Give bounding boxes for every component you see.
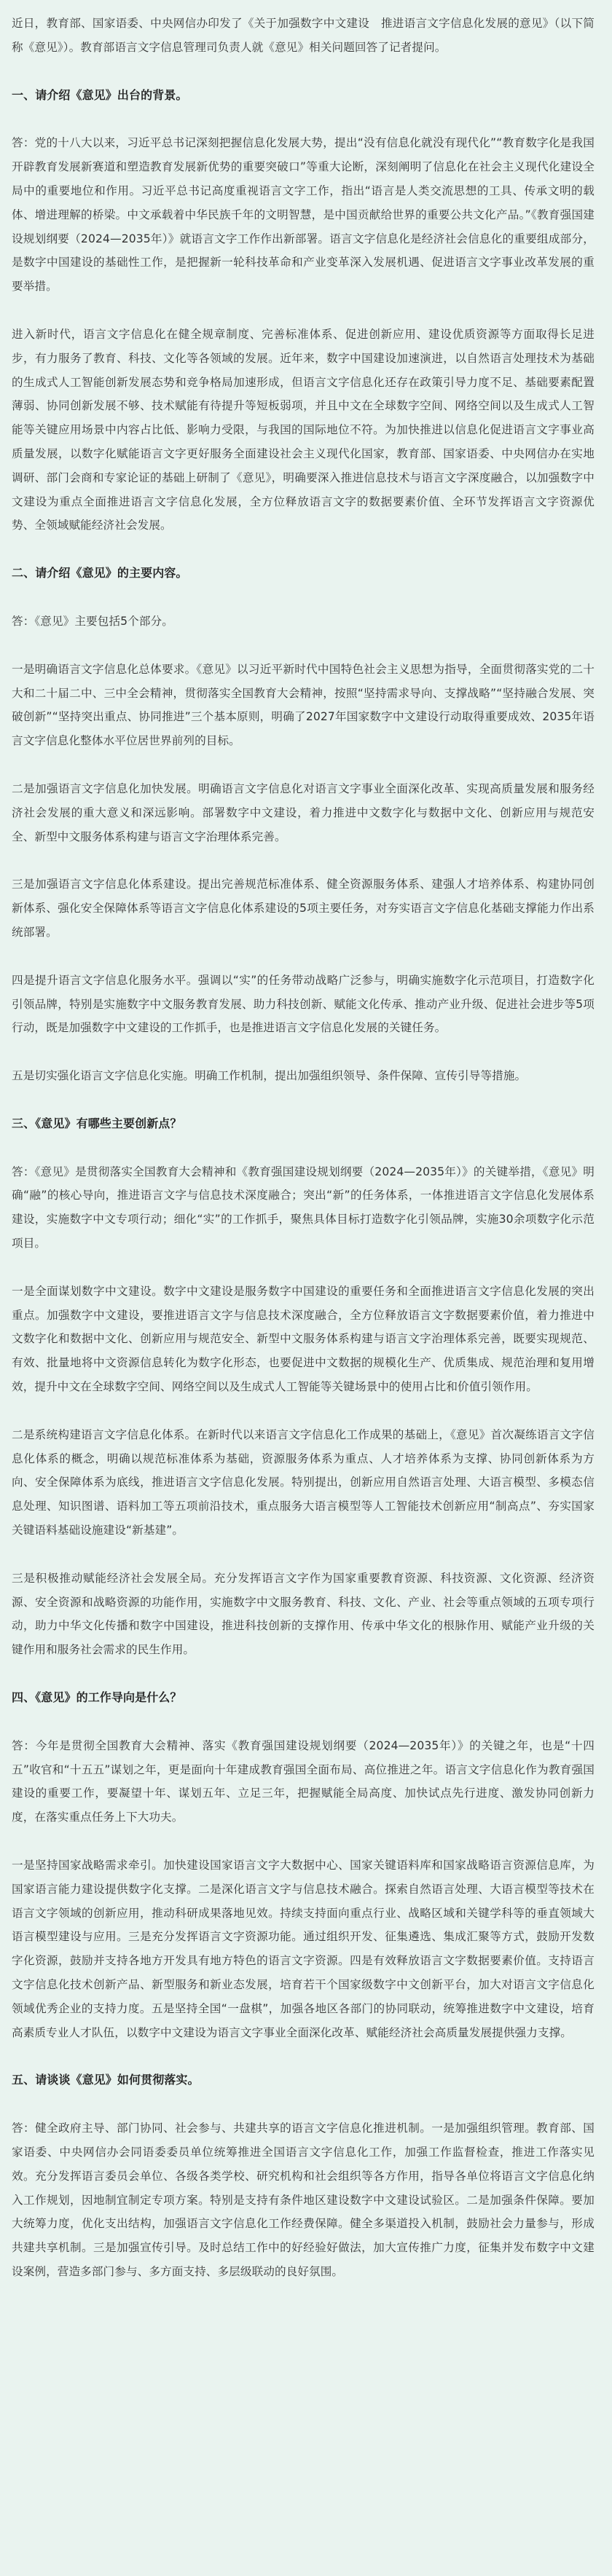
question-heading-3: 三、《意见》有哪些主要创新点？ — [12, 1116, 182, 1130]
answer-4-paragraph-1: 答：今年是贯彻全国教育大会精神、落实《教育强国建设规划纲要（2024—2035年）》的关键之年，也是“十四五”收官和“十五五”谋划之年，更是面向十年建成教育强国全面布局、高位推进之年。语言文字信息化作为教育强国建设的重要工作，要凝望十年、谋划五年、立足三年，把握赋能全局高度、加快试点先行进度、激发协同创新力度，在落实重点任务上下大功夫。 — [12, 1738, 595, 1824]
answer-2-paragraph-5: 四是提升语言文字信息化服务水平。强调以“实”的任务带动战略广泛参与，明确实施数字化示范项目，打造数字化引领品牌，特别是实施数字中文服务教育发展、助力科技创新、赋能文化传承、推动产业升级、促进社会进步等5项行动，既是加强数字中文建设的工作抓手，也是推进语言文字信息化发展的关键任务。 — [12, 973, 595, 1035]
question-heading-1: 一、请介绍《意见》出台的背景。 — [12, 87, 188, 102]
answer-3-paragraph-2: 一是全面谋划数字中文建设。数字中文建设是服务数字中国建设的重要任务和全面推进语言文字信息化发展的突出重点。加强数字中文建设，要推进语言文字与信息技术深度融合，全方位释放语言文字数据要素价值，着力推进中文数字化和数据中文化、创新应用与规范安全、新型中文服务体系构建与语言文字治理体系完善，既要实现规范、有效、批量地将中文资源信息转化为数字化形态，也要促进中文数据的规模化生产、优质集成、规范治理和复用增效，提升中文在全球数字空间、网络空间以及生成式人工智能等关键场景中的使用占比和价值引领作用。 — [12, 1284, 595, 1394]
answer-2-paragraph-4: 三是加强语言文字信息化体系建设。提出完善规范标准体系、健全资源服务体系、建强人才培养体系、构建协同创新体系、强化安全保障体系等语言文字信息化体系建设的5项主要任务，对夯实语言文字信息化基础支撑能力作出系统部署。 — [12, 878, 595, 939]
answer-5-paragraph-1: 答：健全政府主导、部门协同、社会参与、共建共享的语言文字信息化推进机制。一是加强组织管理。教育部、国家语委、中央网信办会同语委委员单位统筹推进全国语言文字信息化工作，加强工作监督检查，推进工作落实见效。充分发挥语言委员会单位、各级各类学校、研究机构和社会组织等各方作用，指导各单位将语言文字信息化纳入工作规划，因地制宜制定专项方案。特别是支持有条件地区建设数字中文建设试验区。二是加强条件保障。要加大统筹力度，优化支出结构，加强语言文字信息化工作经费保障。健全多渠道投入机制，鼓励社会力量参与，形成共建共享机制。三是加强宣传引导。及时总结工作中的好经验好做法，加大宣传推广力度，征集并发布数字中文建设案例，营造多部门参与、多方面支持、多层级联动的良好氛围。 — [12, 2122, 595, 2278]
answer-2-paragraph-2: 一是明确语言文字信息化总体要求。《意见》以习近平新时代中国特色社会主义思想为指导，全面贯彻落实党的二十大和二十届二中、三中全会精神，贯彻落实全国教育大会精神，按照“坚持需求导向、支撑战略”“坚持融合发展、突破创新”“坚持突出重点、协同推进”三个基本原则，明确了2027年国家数字中文建设行动取得重要成效、2035年语言文字信息化整体水平位居世界前列的目标。 — [12, 662, 595, 748]
answer-4-paragraph-2: 一是坚持国家战略需求牵引。加快建设国家语言文字大数据中心、国家关键语料库和国家战略语言资源信息库，为国家语言能力建设提供数字化支撑。二是深化语言文字与信息技术融合。探索自然语言处理、大语言模型等技术在语言文字领域的创新应用，推动科研成果落地见效。持续支持面向重点行业、战略区域和关键学科等的垂直领域大语言模型建设与应用。三是充分发挥语言文字资源功能。通过组织开发、征集遴选、集成汇聚等方式，鼓励开发数字化资源，鼓励并支持各地方开发具有地方特色的语言文字资源。四是有效释放语言文字数据要素价值。支持语言文字信息化技术创新产品、新型服务和新业态发展，培育若干个国家级数字中文创新平台，加大对语言文字信息化领域优秀企业的支持力度。五是坚持全国“一盘棋”，加强各地区各部门的协同联动，统筹推进数字中文建设，培育高素质专业人才队伍，以数字中文建设为语言文字事业全面深化改革、赋能经济社会高质量发展提供强力支撑。 — [12, 1859, 595, 2039]
answer-2-paragraph-1: 答：《意见》主要包括5个部分。 — [12, 614, 173, 628]
intro-paragraph: 近日，教育部、国家语委、中央网信办印发了《关于加强数字中文建设 推进语言文字信息化发展的意见》（以下简称《意见》）。教育部语言文字信息管理司负责人就《意见》相关问题回答了记者提问。 — [12, 17, 595, 54]
answer-3-paragraph-4: 三是积极推动赋能经济社会发展全局。充分发挥语言文字作为国家重要教育资源、科技资源、文化资源、经济资源、安全资源和战略资源的功能作用，实施数字中文服务教育、科技、文化、产业、社会等重点领域的五项专项行动，助力中华文化传播和数字中国建设，推进科技创新的支撑作用、传承中华文化的根脉作用、赋能产业升级的关键作用和服务社会需求的民生作用。 — [12, 1571, 595, 1657]
answer-2-paragraph-3: 二是加强语言文字信息化加快发展。明确语言文字信息化对语言文字事业全面深化改革、实现高质量发展和服务经济社会发展的重大意义和深远影响。部署数字中文建设，着力推进中文数字化与数据中文化、创新应用与规范安全、新型中文服务体系构建与语言文字治理体系完善。 — [12, 781, 595, 843]
answer-1-paragraph-2: 进入新时代，语言文字信息化在健全规章制度、完善标准体系、促进创新应用、建设优质资源等方面取得长足进步，有力服务了教育、科技、文化等各领域的发展。近年来，数字中国建设加速演进，以自然语言处理技术为基础的生成式人工智能创新发展态势和竞争格局加速形成，但语言文字信息化还存在政策引导力度不足、基础要素配置薄弱、协同创新发展不够、技术赋能有待提升等短板弱项，并且中文在全球数字空间、网络空间以及生成式人工智能等关键应用场景中内容占比低、影响力受限，与我国的国际地位不符。为加快推进以信息化促进语言文字事业高质量发展，以数字化赋能语言文字更好服务全面建设社会主义现代化国家，教育部、国家语委、中央网信办在实地调研、部门会商和专家论证的基础上研制了《意见》，明确要深入推进信息技术与语言文字深度融合，以加强数字中文建设为重点全面推进语言文字信息化发展，全方位释放语言文字的数据要素价值、全环节发挥语言文字资源优势、全领域赋能经济社会发展。 — [12, 327, 595, 532]
question-heading-5: 五、请谈谈《意见》如何贯彻落实。 — [12, 2073, 200, 2087]
answer-3-paragraph-1: 答：《意见》是贯彻落实全国教育大会精神和《教育强国建设规划纲要（2024—2035年）》的关键举措，《意见》明确“融”的核心导向，推进语言文字与信息技术深度融合；突出“新”的任务体系，一体推进语言文字信息化发展体系建设，实施数字中文专项行动；细化“实”的工作抓手，聚焦具体目标打造数字化引领品牌，实施30余项数字化示范项目。 — [12, 1165, 595, 1250]
answer-2-paragraph-6: 五是切实强化语言文字信息化实施。明确工作机制，提出加强组织领导、条件保障、宣传引导等措施。 — [12, 1069, 527, 1083]
question-heading-4: 四、《意见》的工作导向是什么？ — [12, 1690, 182, 1705]
answer-3-paragraph-3: 二是系统构建语言文字信息化体系。在新时代以来语言文字信息化工作成果的基础上，《意见》首次凝练语言文字信息化体系的概念，明确以规范标准体系为基础，资源服务体系为重点、人才培养体系为支撑、协同创新体系为方向、安全保障体系为底线，推进语言文字信息化发展。特别提出，创新应用自然语言处理、大语言模型、多模态信息处理、知识图谱、语料加工等五项前沿技术，重点服务大语言模型等人工智能技术创新应用“制高点”、夯实国家关键语料基础设施建设“新基建”。 — [12, 1427, 595, 1537]
question-heading-2: 二、请介绍《意见》的主要内容。 — [12, 566, 188, 580]
answer-1-paragraph-1: 答：党的十八大以来，习近平总书记深刻把握信息化发展大势，提出“没有信息化就没有现代化”“教育数字化是我国开辟教育发展新赛道和塑造教育发展新优势的重要突破口”等重大论断，深刻阐明了信息化在社会主义现代化建设全局中的重要地位和作用。习近平总书记高度重视语言文字工作，指出“语言是人类交流思想的工具、传承文明的载体、增进理解的桥梁。中文承载着中华民族千年的文明智慧，是中国贡献给世界的重要公共文化产品。”《教育强国建设规划纲要（2024—2035年）》就语言文字工作作出新部署。语言文字信息化是经济社会信息化的重要组成部分，是数字中国建设的基础性工作，是把握新一轮科技革命和产业变革深入发展机遇、促进语言文字事业改革发展的重要举措。 — [12, 136, 595, 294]
